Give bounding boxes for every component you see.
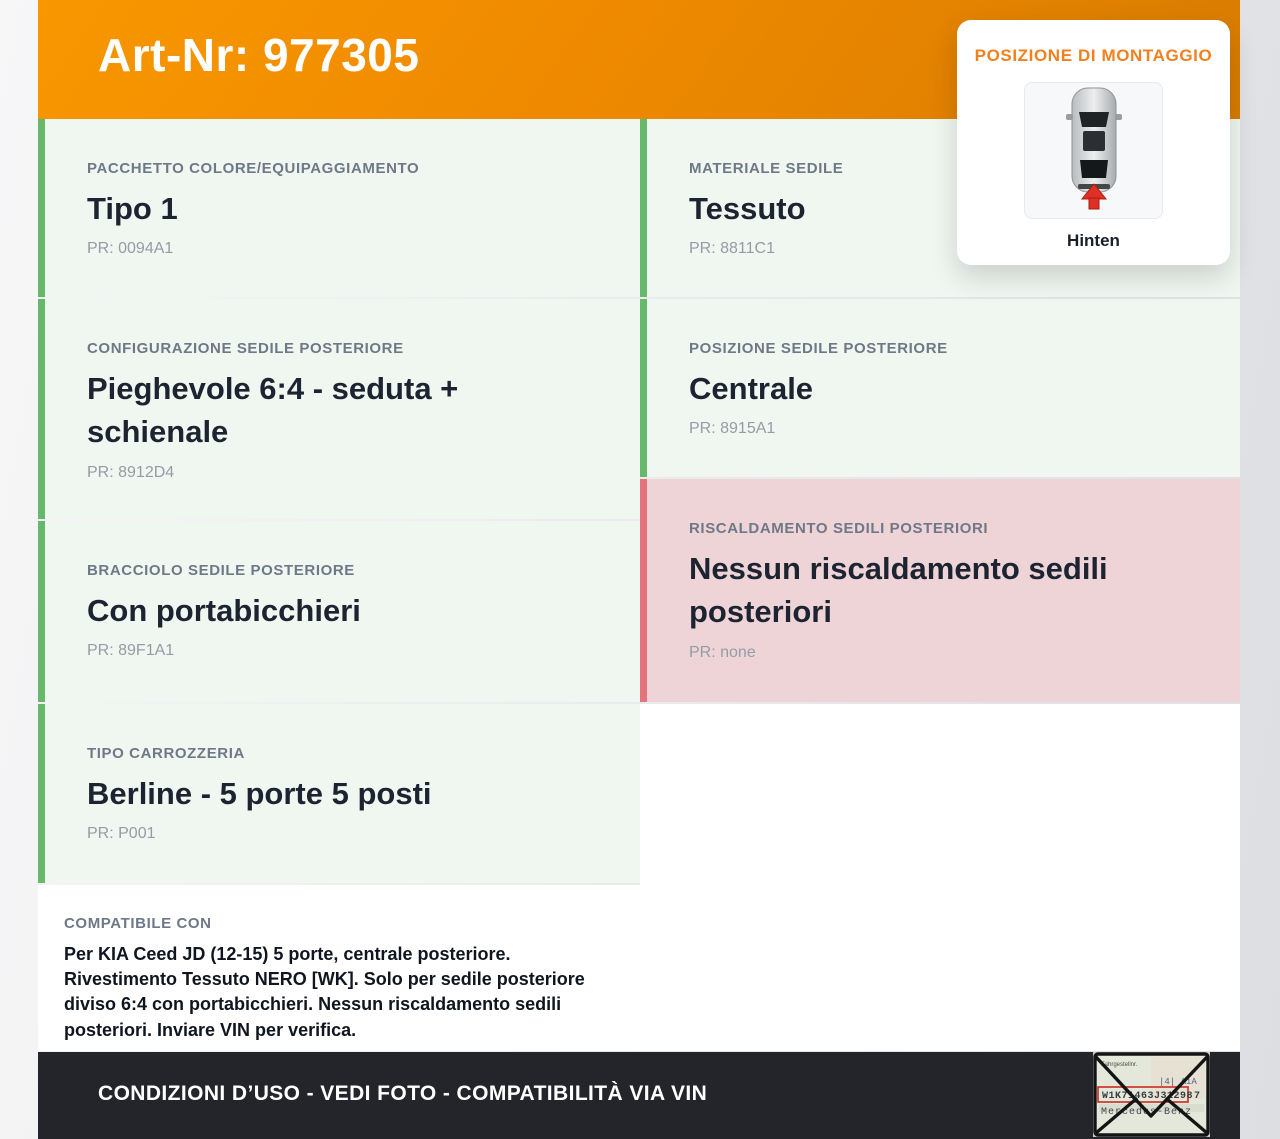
spec-label: POSIZIONE SEDILE POSTERIORE (689, 340, 948, 357)
mounting-position-card (957, 20, 1230, 265)
mounting-caption: Hinten (1067, 231, 1120, 250)
spec-label: RISCALDAMENTO SEDILI POSTERIORI (689, 520, 989, 537)
doc-brand-text: Mercedes-Benz (1101, 1107, 1193, 1118)
spec-value: Con portabicchieri (87, 593, 361, 628)
spec-pr-code: PR: 8811C1 (689, 240, 775, 258)
spec-pr-code: PR: 8915A1 (689, 420, 776, 438)
card-compatibile-con (38, 885, 640, 1051)
card-tipo-carrozzeria (38, 704, 640, 883)
spec-value: Tipo 1 (87, 191, 178, 226)
spec-value: Pieghevole 6:4 - seduta + schienale (87, 371, 459, 450)
mounting-image-box (1024, 82, 1163, 219)
spec-value: Centrale (689, 371, 814, 406)
spec-label: TIPO CARROZZERIA (87, 745, 245, 762)
vin-suffix: 7 (1194, 1091, 1201, 1102)
card-riscaldamento-sedili (640, 479, 1240, 702)
empty-white-panel (640, 704, 1240, 1051)
spec-pr-code: PR: none (689, 643, 756, 661)
card-pacchetto-colore (38, 119, 640, 297)
spec-pr-code: PR: P001 (87, 825, 156, 843)
spec-label: BRACCIOLO SEDILE POSTERIORE (87, 562, 355, 579)
compatibility-text: Per KIA Ceed JD (12-15) 5 porte, centrale posteriore. Rivestimento Tessuto NERO [WK]. Solo per sedile posteriore diviso 6:4 con portabicchieri. Nessun riscaldamento sedili posteriori. Inviare VIN per verifica. (64, 944, 585, 1040)
card-posizione-sedile (640, 299, 1240, 477)
car-top-view-icon (1062, 86, 1126, 215)
spec-value: Berline - 5 porte 5 posti (87, 776, 432, 811)
spec-value: Tessuto (689, 191, 806, 226)
compatibility-label: COMPATIBILE CON (64, 915, 212, 932)
footer-bar (38, 1052, 1240, 1139)
doc-ref-text: |4| AiA (1159, 1077, 1197, 1087)
vin-text: W1K71463J31298 (1102, 1091, 1194, 1102)
spec-label: CONFIGURAZIONE SEDILE POSTERIORE (87, 340, 404, 357)
left-column (38, 119, 640, 1053)
spec-pr-code: PR: 0094A1 (87, 240, 174, 258)
article-number-title: Art-Nr: 977305 (98, 29, 420, 81)
card-bracciolo-sedile (38, 521, 640, 702)
doc-corner-label: Fahrgestellnr. (1101, 1062, 1138, 1068)
card-configurazione-sedile (38, 299, 640, 519)
spec-label: MATERIALE SEDILE (689, 160, 844, 177)
spec-label: PACCHETTO COLORE/EQUIPAGGIAMENTO (87, 160, 420, 177)
mounting-title: POSIZIONE DI MONTAGGIO (974, 46, 1213, 65)
spec-value: Nessun riscaldamento sedili posteriori (689, 551, 1108, 630)
spec-pr-code: PR: 8912D4 (87, 463, 175, 481)
registration-doc-thumb (1093, 1052, 1210, 1137)
spec-pr-code: PR: 89F1A1 (87, 642, 175, 660)
footer-conditions-text: CONDIZIONI D’USO - VEDI FOTO - COMPATIBILITÀ VIA VIN (98, 1082, 708, 1105)
